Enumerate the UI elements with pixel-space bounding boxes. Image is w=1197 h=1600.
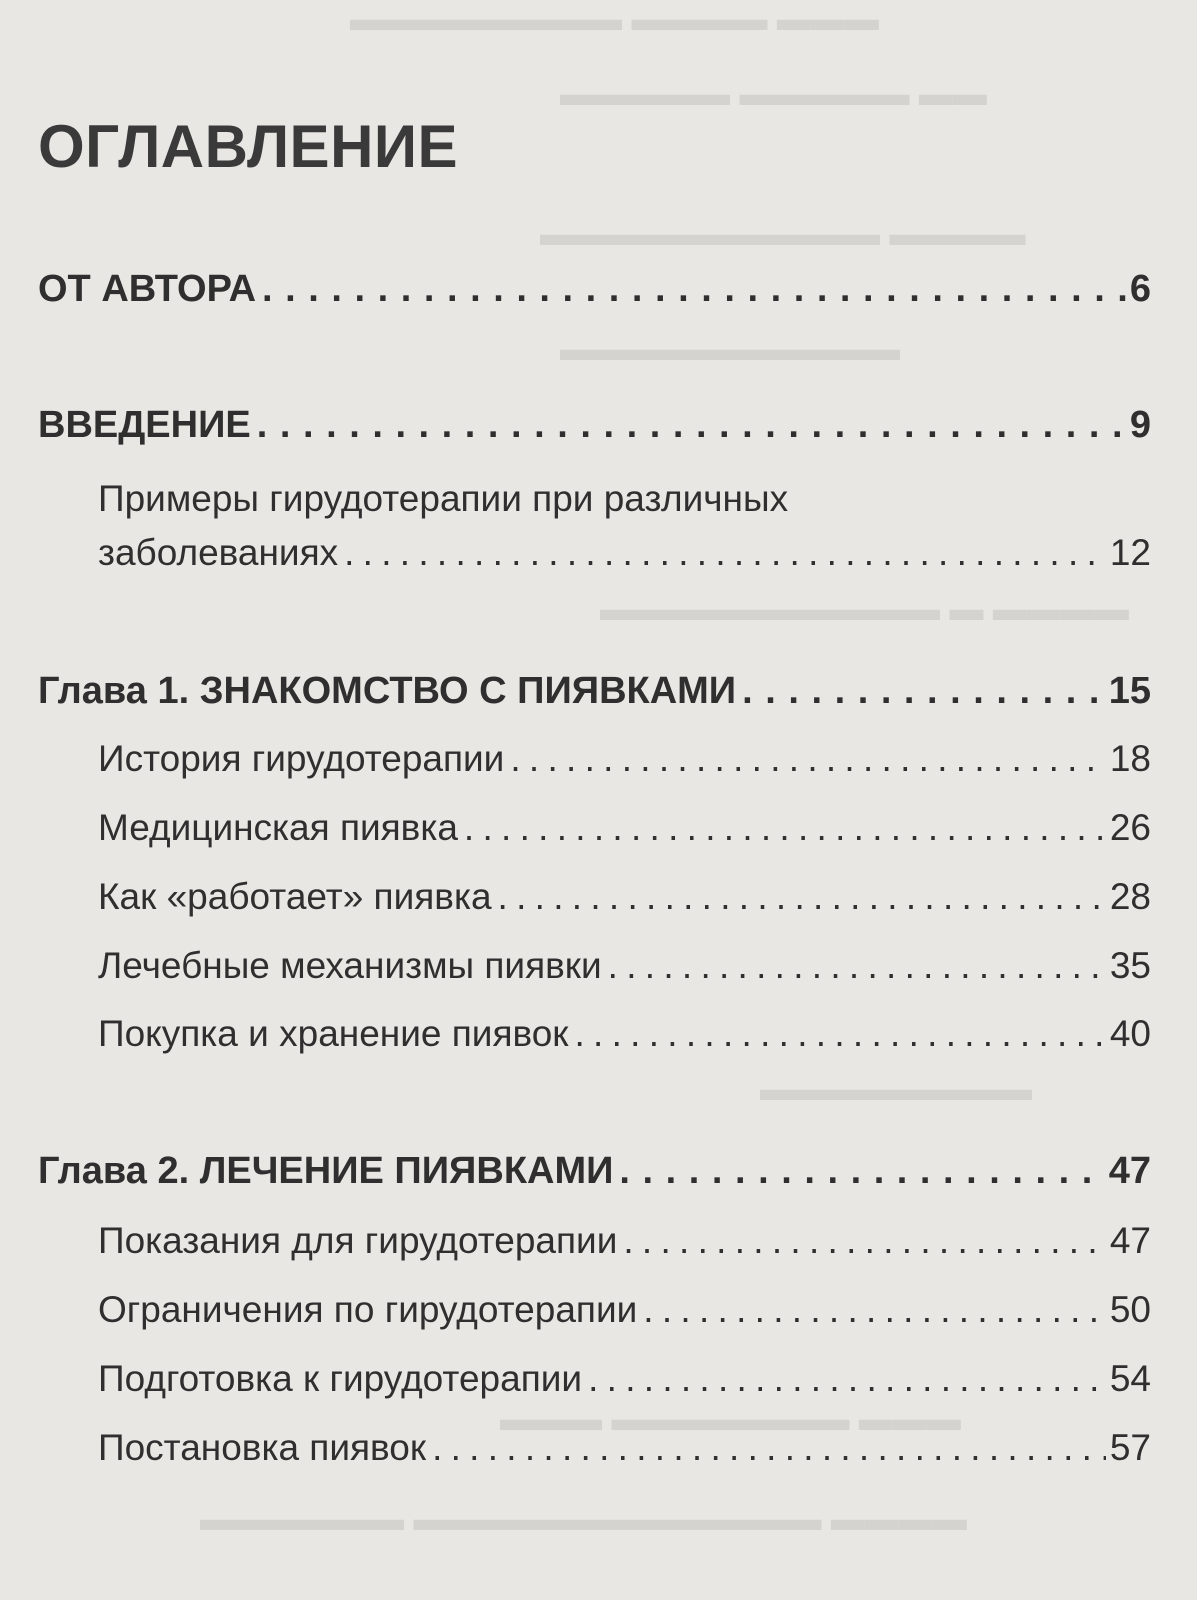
toc-entry-label: Как «работает» пиявка: [98, 876, 492, 917]
dot-leader: [623, 1220, 1105, 1262]
show-through-text: ▬▬▬▬▬▬▬▬: [760, 1070, 1032, 1108]
page-title: ОГЛАВЛЕНИЕ: [38, 113, 459, 180]
toc-page-number: 9: [1129, 404, 1151, 446]
dot-leader: [344, 532, 1106, 574]
toc-page-number: 47: [1108, 1150, 1151, 1192]
toc-page-number: 50: [1109, 1289, 1151, 1330]
dot-leader: [608, 945, 1106, 987]
dot-leader: [619, 1150, 1104, 1193]
toc-entry-medical-leech[interactable]: [98, 807, 1151, 849]
toc-page-number: 6: [1129, 268, 1151, 310]
dot-leader: [575, 1013, 1106, 1055]
toc-entry-history[interactable]: [98, 738, 1151, 780]
show-through-text: ▬▬▬▬ ▬▬▬▬▬▬▬▬▬▬▬▬ ▬▬▬▬▬▬: [200, 1500, 967, 1538]
toc-entry-label: Покупка и хранение пиявок: [98, 1013, 569, 1054]
toc-entry-label: Показания для гирудотерапии: [98, 1220, 618, 1261]
toc-entry-label: Глава 2. ЛЕЧЕНИЕ ПИЯВКАМИ: [38, 1150, 614, 1192]
dot-leader: [432, 1427, 1106, 1469]
toc-entry-mechanisms[interactable]: [98, 945, 1151, 987]
toc-entry-chapter-1[interactable]: [38, 670, 1151, 713]
toc-page-number: 57: [1109, 1427, 1151, 1468]
toc-entry-how-it-works[interactable]: [98, 876, 1151, 918]
toc-entry-label: Ограничения по гирудотерапии: [98, 1289, 638, 1330]
dot-leader: [510, 738, 1105, 780]
toc-entry-label: ВВЕДЕНИЕ: [38, 404, 251, 446]
show-through-text: ▬▬▬▬▬▬▬▬▬▬: [560, 330, 900, 368]
dot-leader: [464, 807, 1106, 849]
toc-page-number: 18: [1109, 738, 1151, 779]
show-through-text: ▬▬▬▬ ▬ ▬▬▬▬▬▬▬▬▬▬: [600, 590, 1129, 628]
toc-entry-preparation[interactable]: [98, 1358, 1151, 1400]
show-through-text: ▬▬▬ ▬▬▬▬ ▬▬▬▬▬▬▬▬: [350, 0, 879, 38]
toc-entry-label: ОТ АВТОРА: [38, 268, 257, 310]
dot-leader: [257, 404, 1126, 447]
show-through-text: ▬▬ ▬▬▬▬▬ ▬▬▬▬▬: [560, 75, 987, 113]
toc-entry-label-line2: заболеваниях: [98, 532, 339, 573]
dot-leader: [498, 876, 1106, 918]
toc-entry-from-author[interactable]: [38, 268, 1151, 311]
dot-leader: [643, 1289, 1106, 1331]
toc-page-number: 15: [1108, 670, 1151, 712]
toc-page-number: 47: [1109, 1220, 1151, 1261]
toc-entry-label: Подготовка к гирудотерапии: [98, 1358, 583, 1399]
dot-leader: [262, 268, 1126, 311]
toc-page-number: 12: [1109, 532, 1151, 573]
toc-entry-chapter-2[interactable]: [38, 1150, 1151, 1193]
dot-leader: [588, 1358, 1106, 1400]
toc-entry-restrictions[interactable]: [98, 1289, 1151, 1331]
toc-entry-examples[interactable]: [98, 532, 1151, 574]
toc-entry-placement[interactable]: [98, 1427, 1151, 1469]
toc-page-number: 35: [1109, 945, 1151, 986]
toc-page-number: 54: [1109, 1358, 1151, 1399]
toc-entry-indications[interactable]: [98, 1220, 1151, 1262]
toc-entry-label: Глава 1. ЗНАКОМСТВО С ПИЯВКАМИ: [38, 670, 737, 712]
toc-entry-label-line1[interactable]: Примеры гирудотерапии при различных: [98, 478, 789, 519]
toc-entry-label: Постановка пиявок: [98, 1427, 427, 1468]
show-through-text: ▬▬▬ ▬▬▬▬▬▬▬ ▬▬▬: [500, 1400, 961, 1438]
dot-leader: [742, 670, 1105, 713]
show-through-text: ▬▬▬▬ ▬▬▬▬▬▬▬▬▬▬: [540, 215, 1026, 253]
toc-page-number: 26: [1109, 807, 1151, 848]
toc-page-number: 40: [1109, 1013, 1151, 1054]
toc-entry-label: История гирудотерапии: [98, 738, 505, 779]
toc-page-number: 28: [1109, 876, 1151, 917]
toc-entry-label: Лечебные механизмы пиявки: [98, 945, 602, 986]
toc-entry-purchase-storage[interactable]: [98, 1013, 1151, 1055]
toc-entry-introduction[interactable]: [38, 404, 1151, 447]
toc-entry-label: Медицинская пиявка: [98, 807, 458, 848]
